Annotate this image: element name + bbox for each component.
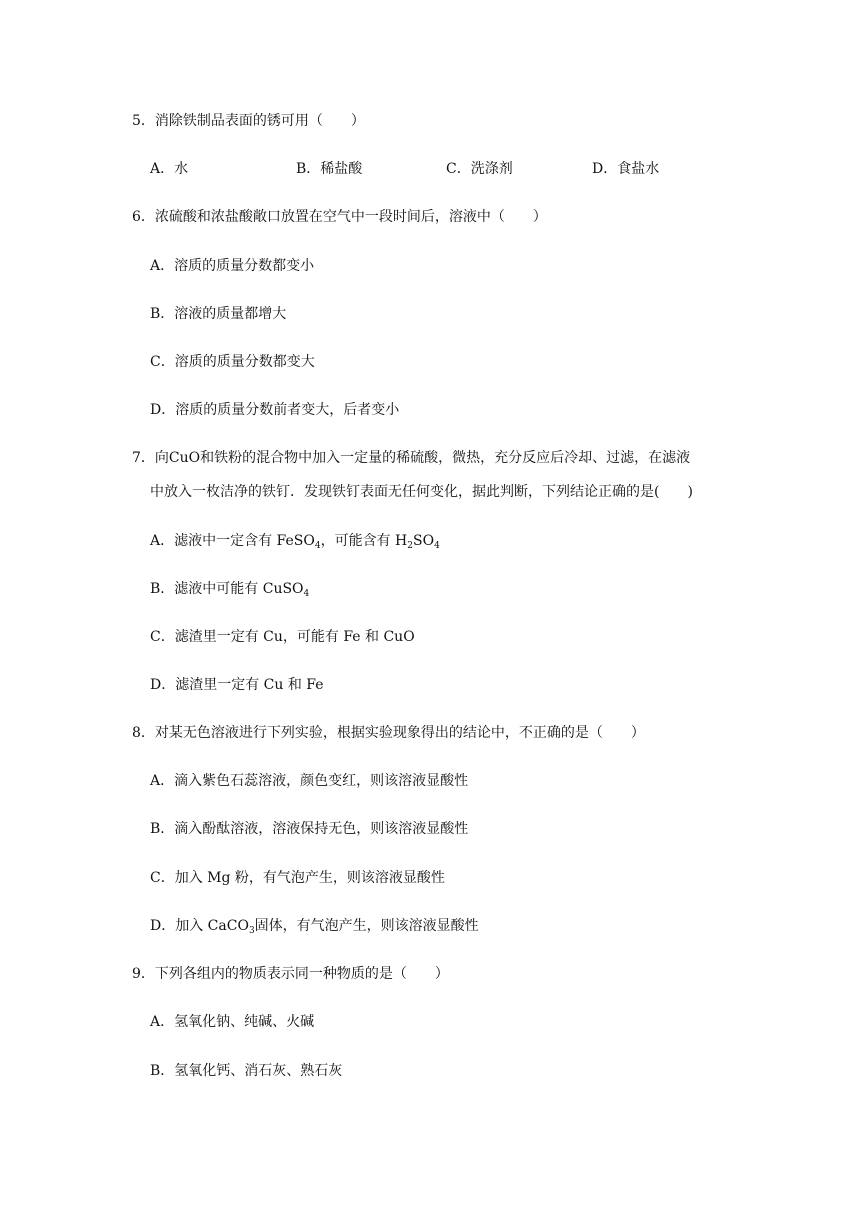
question-9-option-a: A．氢氧化钠、纯碱、火碱 <box>150 1014 315 1030</box>
question-7-option-c: C．滤渣里一定有 Cu，可能有 Fe 和 CuO <box>150 629 415 645</box>
question-6-option-b: B．溶液的质量都增大 <box>150 306 287 322</box>
question-6-stem: 6．浓硫酸和浓盐酸敞口放置在空气中一段时间后，溶液中（ ） <box>132 209 547 225</box>
question-8-option-c: C．加入 Mg 粉，有气泡产生，则该溶液显酸性 <box>150 870 445 886</box>
question-6-option-a: A．溶质的质量分数都变小 <box>150 258 315 274</box>
question-6-option-d: D．溶质的质量分数前者变大，后者变小 <box>150 402 400 418</box>
question-5-option-b: B．稀盐酸 <box>296 161 363 177</box>
question-8-option-a: A．滴入紫色石蕊溶液，颜色变红，则该溶液显酸性 <box>150 773 469 789</box>
question-8-option-d: D．加入 CaCO$_3$固体，有气泡产生，则该溶液显酸性 <box>150 918 479 936</box>
question-7-option-d: D．滤渣里一定有 Cu 和 Fe <box>150 677 324 693</box>
question-5-stem: 5．消除铁制品表面的锈可用（ ） <box>132 113 365 129</box>
question-6-option-c: C．溶质的质量分数都变大 <box>150 354 315 370</box>
question-7-option-a: A．滤液中一定含有 FeSO$_4$，可能含有 $H_2SO_4$ <box>150 533 440 551</box>
question-9-stem: 9．下列各组内的物质表示同一种物质的是（ ） <box>132 966 449 982</box>
question-8-stem: 8．对某无色溶液进行下列实验，根据实验现象得出的结论中，不正确的是（ ） <box>132 725 645 741</box>
question-9-option-b: B．氢氧化钙、消石灰、熟石灰 <box>150 1063 343 1079</box>
question-5-option-a: A．水 <box>150 161 189 177</box>
question-7-stem-line2: 中放入一枚洁净的铁钉．发现铁钉表面无任何变化，据此判断，下列结论正确的是( ) <box>150 484 693 500</box>
question-5-option-d: D．食盐水 <box>592 161 660 177</box>
question-7-stem-line1: 7．向CuO和铁粉的混合物中加入一定量的稀硫酸，微热，充分反应后冷却、过滤，在滤液 <box>132 450 691 466</box>
question-7-option-b: B．滤液中可能有 CuSO$_4$ <box>150 581 310 599</box>
question-8-option-b: B．滴入酚酞溶液，溶液保持无色，则该溶液显酸性 <box>150 821 469 837</box>
question-5-option-c: C．洗涤剂 <box>446 161 513 177</box>
